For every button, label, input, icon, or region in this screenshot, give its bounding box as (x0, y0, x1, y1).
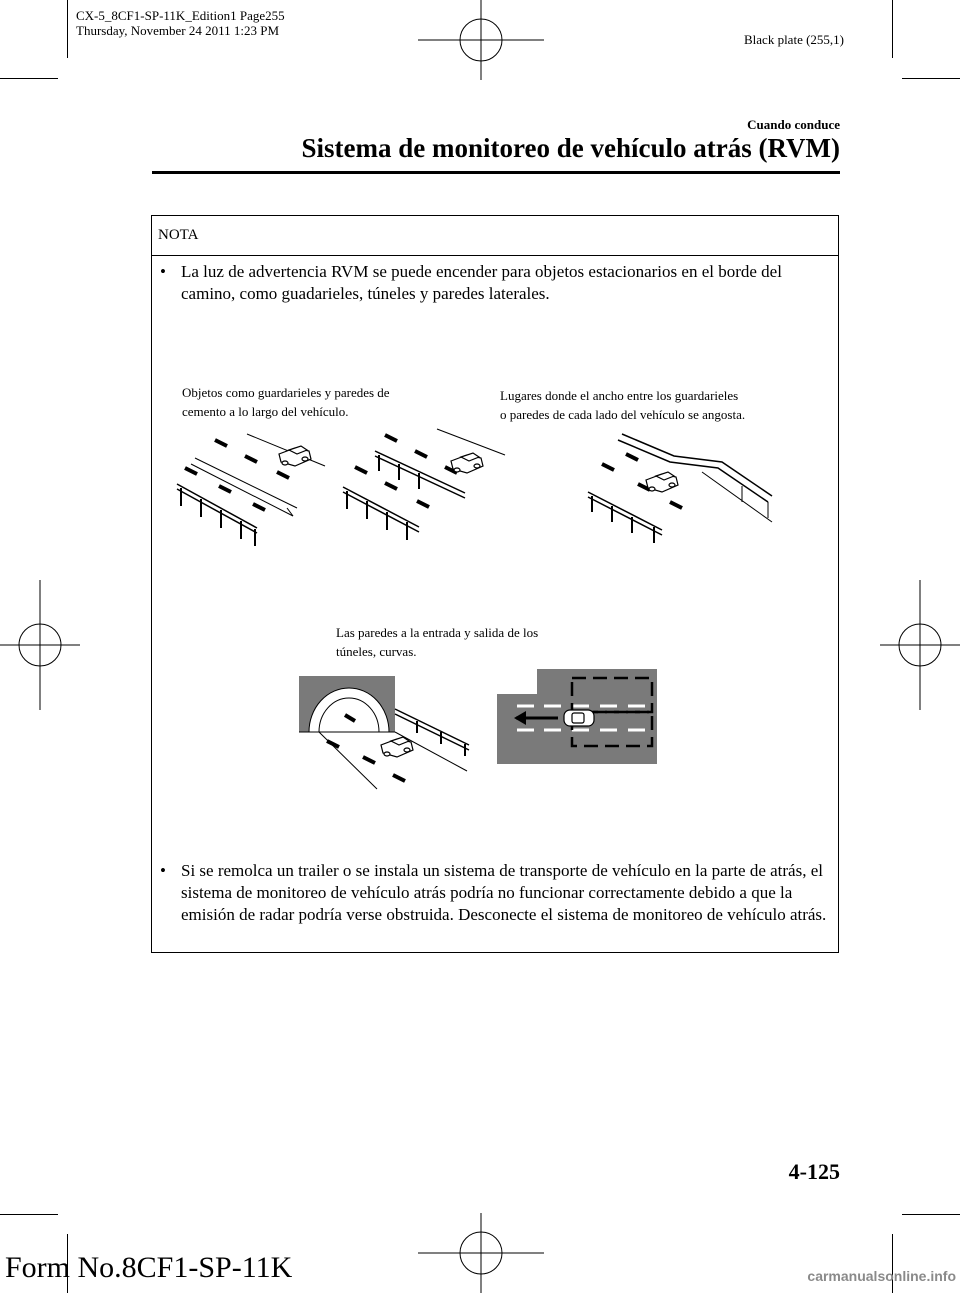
note-bullet-text: La luz de advertencia RVM se puede encender para objetos estacionarios en el borde del camino, como guadarieles, túneles y paredes laterales. (181, 262, 782, 303)
form-number: Form No.8CF1-SP-11K (5, 1251, 293, 1284)
registration-mark-top (418, 0, 544, 80)
crop-mark (902, 78, 960, 79)
section-label: Cuando conduce (747, 117, 840, 132)
title-rule (152, 171, 840, 174)
note-bullet-text: Si se remolca un trailer o se instala un sistema de transporte de vehículo en la parte de atrás, el sistema de monitoreo de vehículo atrás podría no funcionar correctamente debido a que la emisión de radar podría verse obstruida. Desconecte el sistema de monitoreo de vehículo atrás. (181, 861, 827, 924)
registration-mark-right (880, 580, 960, 710)
page-number: 4-125 (788, 1159, 840, 1184)
crop-mark (67, 0, 68, 58)
narrowing-road-illustration (582, 426, 782, 556)
note-box (151, 215, 839, 953)
registration-mark-left (0, 580, 80, 710)
guardrail-road-illustration (167, 426, 327, 556)
bullet-icon: • (160, 262, 166, 281)
note-label: NOTA (158, 227, 199, 243)
crop-mark (0, 78, 58, 79)
double-guardrail-illustration (337, 421, 507, 556)
print-file-line: CX-5_8CF1-SP-11K_Edition1 Page255 (76, 8, 285, 23)
caption-tunnels-line1: Las paredes a la entrada y salida de los (336, 625, 539, 640)
crop-mark (0, 1214, 58, 1215)
crop-mark (902, 1214, 960, 1215)
caption-narrowing-line2: o paredes de cada lado del vehículo se angosta. (500, 407, 746, 422)
page-title: Sistema de monitoreo de vehículo atrás (RVM) (301, 133, 840, 163)
print-plate: Black plate (255,1) (744, 32, 844, 47)
crop-mark (892, 1234, 893, 1293)
print-date-line: Thursday, November 24 2011 1:23 PM (76, 23, 280, 38)
note-bullet (160, 860, 832, 926)
caption-guardrails-line1: Objetos como guardarieles y paredes de (182, 385, 390, 400)
caption-tunnels-line2: túneles, curvas. (336, 644, 417, 659)
crop-mark (892, 0, 893, 58)
watermark: carmanualsonline.info (807, 1268, 956, 1284)
bullet-icon: • (160, 861, 166, 880)
note-bullet (160, 261, 832, 305)
note-header (152, 216, 838, 256)
caption-narrowing-line1: Lugares donde el ancho entre los guardarieles (500, 388, 739, 403)
registration-mark-bottom (418, 1213, 544, 1293)
caption-guardrails-line2: cemento a lo largo del vehículo. (182, 404, 349, 419)
curve-detection-zone-illustration (492, 664, 657, 769)
tunnel-illustration (297, 671, 477, 791)
